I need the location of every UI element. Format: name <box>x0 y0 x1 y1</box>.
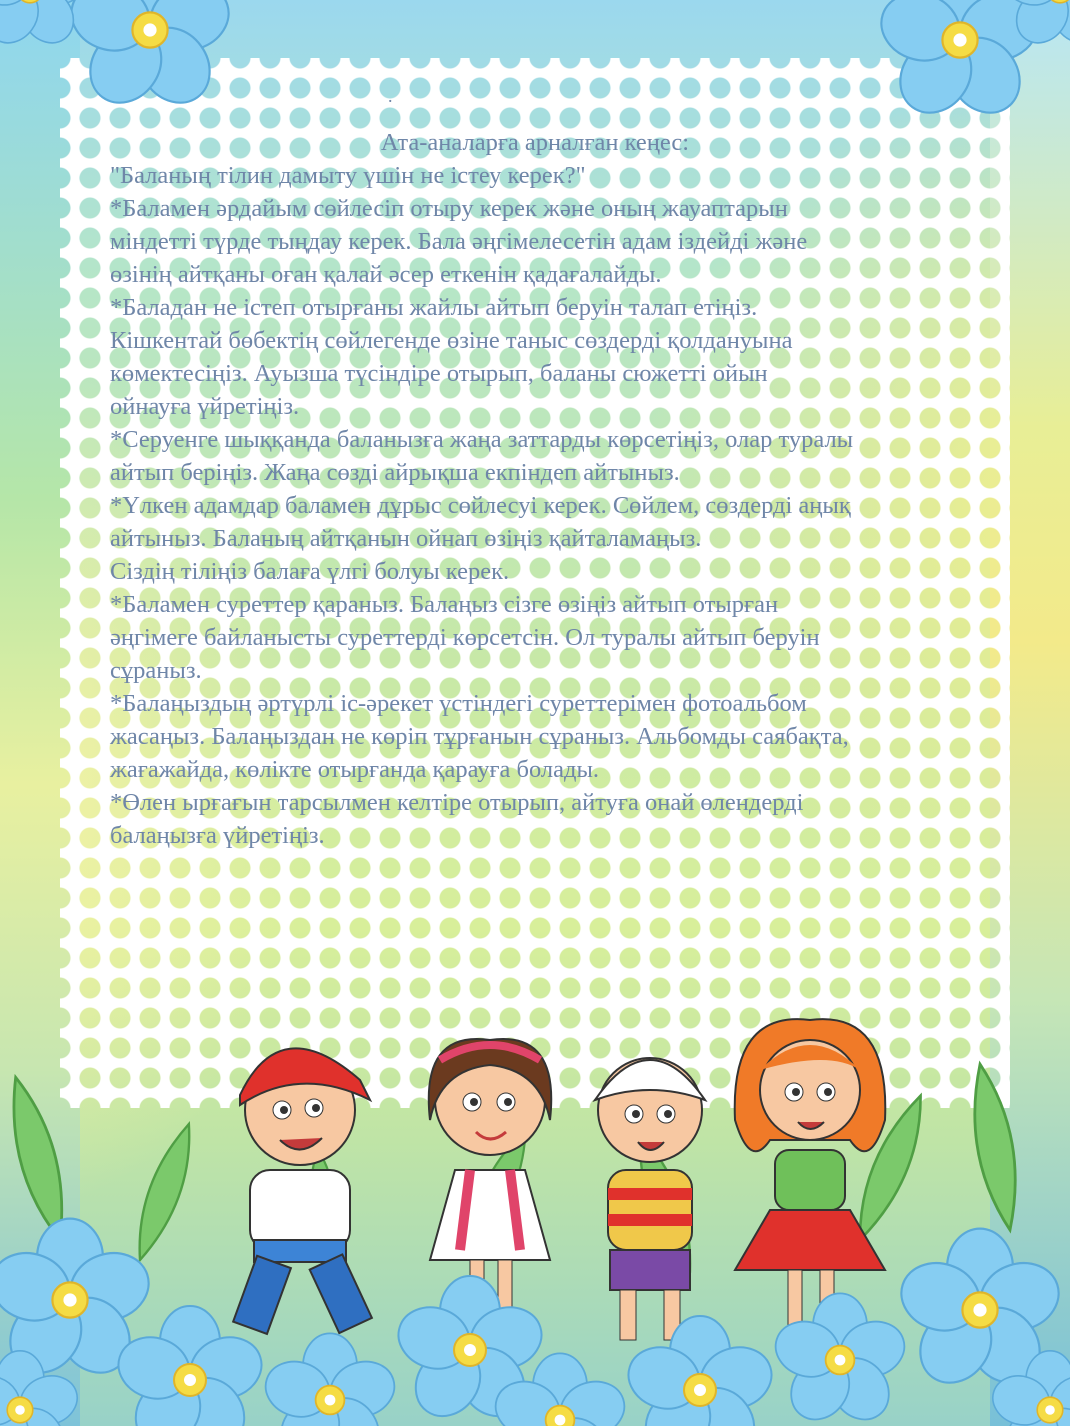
forget-me-not-flower-icon <box>258 1333 401 1426</box>
advice-paragraph: *Баламен әрдайым сөйлесіп отыру керек және оның жауаптарын міндетті түрде тыңдау керек. Бала әңгімелесетін адам іздейді және өзінің айтқаны оған қалай әсер еткенін қадағалайды. <box>110 195 808 288</box>
document-heading: Ата-аналарға арналған кеңес: <box>380 129 690 156</box>
forget-me-not-flower-icon <box>620 1316 779 1426</box>
advice-text-block <box>110 88 990 852</box>
document-question: "Баланың тілин дамыту үшін не істеу керек?" <box>110 162 586 189</box>
advice-paragraph: *Үлкен адамдар баламен дұрыс сөйлесуі керек. Сөйлем, сөздерді аңық айтыныз. Баланың айтқанын ойнап өзіңіз қайталамаңыз. Сіздің тіліңіз балаға үлгі болуы керек. <box>110 492 851 585</box>
advice-paragraph: *Өлен ырғағын тарсылмен келтіре отырып, айтуға онай өлендерді балаңызға үйретіңіз. <box>110 789 804 849</box>
forget-me-not-flower-icon <box>390 1276 549 1426</box>
forget-me-not-flower-icon <box>110 1306 269 1426</box>
forget-me-not-flower-icon <box>768 1293 911 1426</box>
advice-paragraph: *Серуенге шыққанда баланызға жаңа заттарды көрсетіңіз, олар туралы айтып беріңіз. Жаңа сөзді айрықша екпіндеп айтыныз. <box>110 426 854 486</box>
advice-paragraph: *Балаңыздың әртүрлі іс-әрекет үстіндегі суреттерімен фотоальбом жасаңыз. Балаңыздан не көріп тұрғанын сұраныз. Альбомды саябақта, жағажайда, көлікте отырғанда қарауға болады. <box>110 690 849 783</box>
forget-me-not-flower-icon <box>488 1353 631 1426</box>
stray-dot: . <box>388 86 393 106</box>
advice-paragraph: *Баладан не істеп отырғаны жайлы айтып беруін талап етіңіз. Кішкентай бөбектің сөйлегенде өзіне таныс сөздерді қолдануына көмектесіңіз. Ауызша түсіндіре отырып, баланы сюжетті ойын ойнауға үйретіңіз. <box>110 294 793 420</box>
advice-paragraph: *Баламен суреттер қараныз. Балаңыз сізге өзіңіз айтып отырған әңгімеге байланысты суреттерді көрсетсін. Ол туралы айтып беруін сұраныз. <box>110 591 820 684</box>
